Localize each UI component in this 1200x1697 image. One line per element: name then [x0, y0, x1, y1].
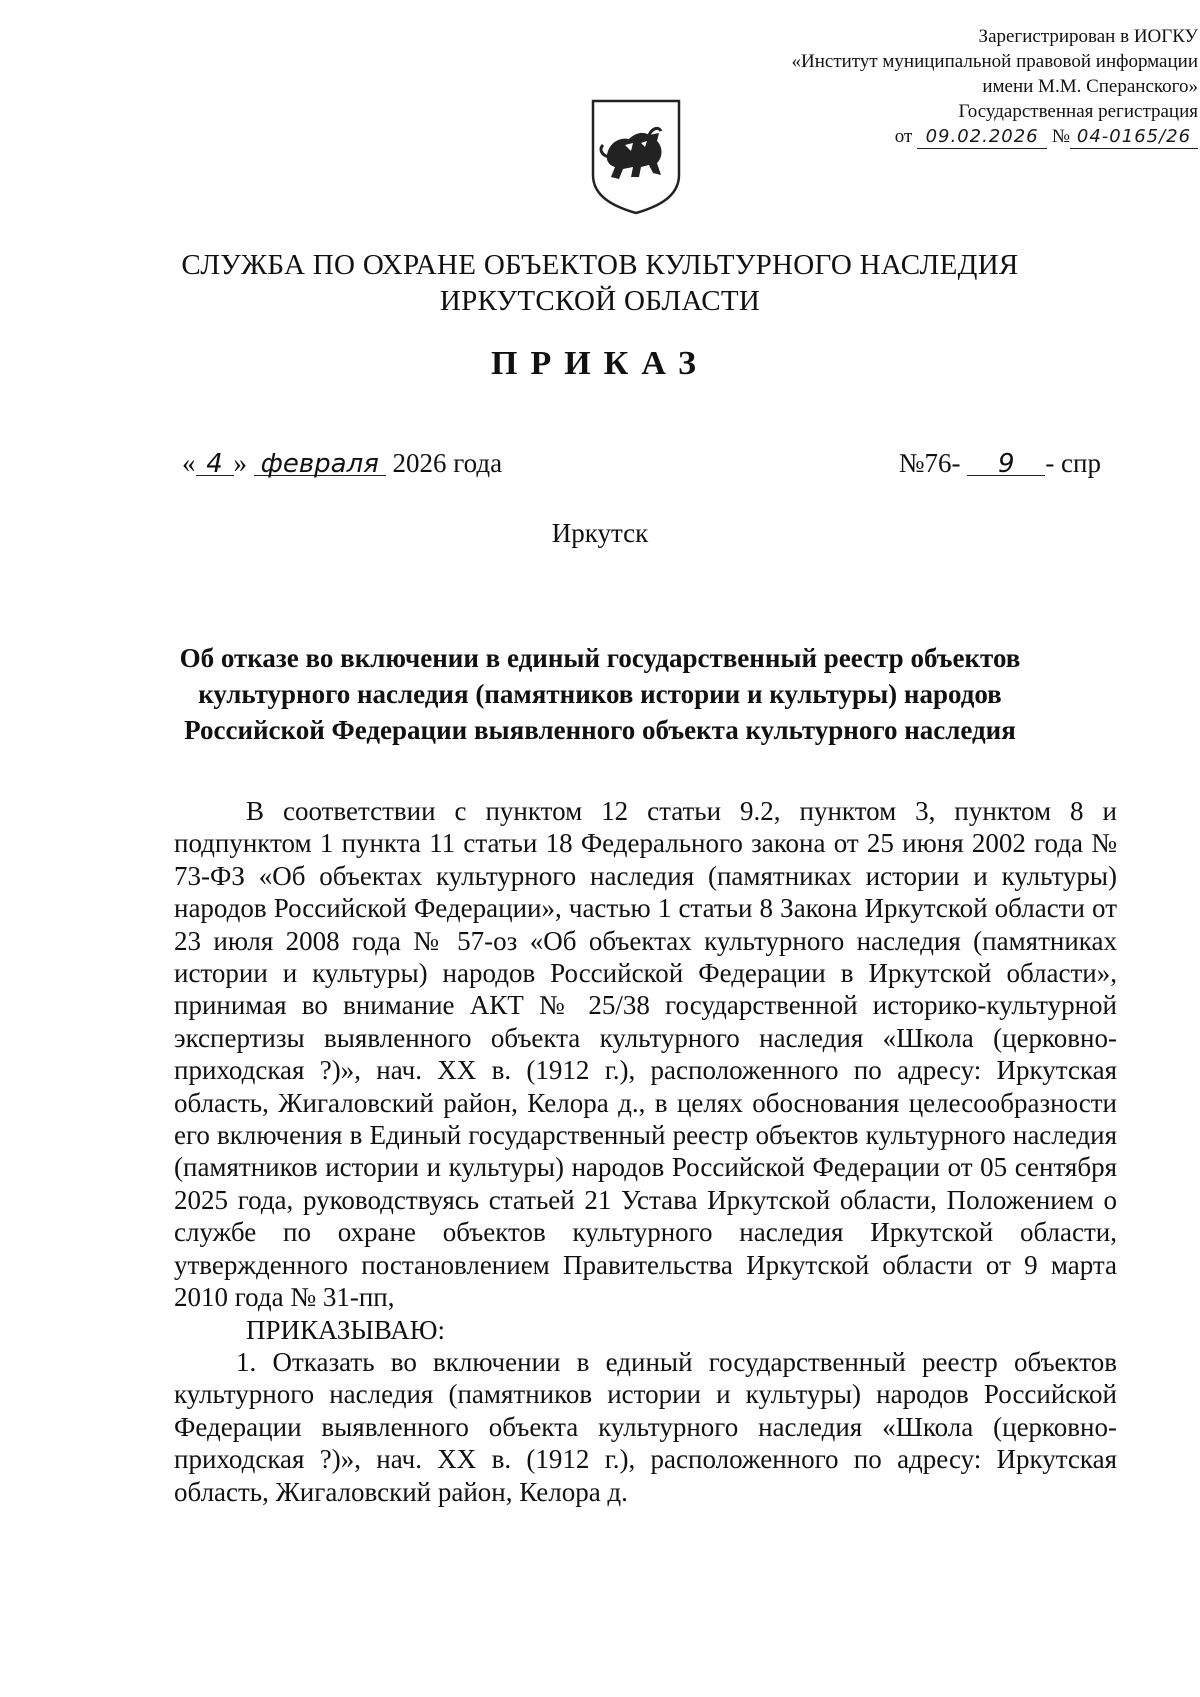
registration-stamp [780, 24, 1200, 149]
coat-of-arms-icon [587, 97, 685, 215]
stamp-reg-line [780, 124, 1200, 149]
order-number-prefix: №76- [898, 448, 961, 478]
stamp-line-3: имени М.М. Сперанского» [982, 76, 1198, 97]
agency-name [0, 247, 1200, 319]
agency-line-1: СЛУЖБА ПО ОХРАНЕ ОБЪЕКТОВ КУЛЬТУРНОГО НАСЛЕДИЯ [181, 249, 1019, 281]
preamble-paragraph: В соответствии с пунктом 12 статьи 9.2, пунктом 3, пунктом 8 и подпунктом 1 пункта 11 статьи 18 Федерального закона от 25 июня 2002 года № 73-ФЗ «Об объектах культурного наследия (памятниках истории и культуры) народов Российской Федерации», частью 1 статьи 8 Закона Иркутской области от 23 июля 2008 года № 57-оз «Об объектах культурного наследия (памятниках истории и культуры) народов Российской Федерации в Иркутской области», принимая во внимание АКТ № 25/38 государственной историко-культурной экспертизы выявленного объекта культурного наследия «Школа (церковно-приходская ?)», нач. XX в. (1912 г.), расположенного по адресу: Иркутская область, Жигаловский район, Келора д., в целях обоснования целесообразности его включения в Единый государственный реестр объектов культурного наследия (памятников истории и культуры) народов Российской Федерации от 05 сентября 2025 года, руководствуясь статьей 21 Устава Иркутской области, Положением о службе по охране объектов культурного наследия Иркутской области, утвержденного постановлением Правительства Иркутской области от 9 марта 2010 года № 31-пп, [174, 796, 1117, 1313]
order-city: Иркутск [551, 518, 649, 548]
order-number-suffix: - спр [1045, 448, 1101, 478]
date-quote-open: « [182, 448, 196, 478]
order-word: ПРИКАЗЫВАЮ: [246, 1314, 445, 1345]
subject-line-2: культурного наследия (памятников истории и культуры) народов [198, 679, 1002, 709]
stamp-reg-date: 09.02.2026 [917, 126, 1047, 149]
order-number-value: 9 [967, 453, 1045, 476]
order-date [182, 448, 502, 479]
order-year: 2026 года [392, 448, 503, 478]
order-month: февраля [254, 453, 386, 476]
order-body [174, 795, 1117, 1508]
stamp-from-label: от [894, 126, 913, 147]
order-subject [150, 640, 1050, 748]
document-type-title: ПРИКАЗ [491, 345, 709, 382]
subject-line-1: Об отказе во включении в единый государственный реестр объектов [179, 643, 1021, 673]
subject-line-3: Российской Федерации выявленного объекта культурного наследия [184, 715, 1016, 745]
order-number [899, 448, 1101, 479]
date-quote-close: » [233, 448, 247, 478]
order-item-1: 1. Отказать во включении в единый государственный реестр объектов культурного наследия (памятников истории и культуры) народов Российской Федерации выявленного объекта культурного наследия «Школа (церковно-приходская ?)», нач. XX в. (1912 г.), расположенного по адресу: Иркутская область, Жигаловский район, Келора д. [174, 1346, 1117, 1507]
stamp-line-1: Зарегистрирован в ИОГКУ [978, 26, 1198, 47]
stamp-line-4: Государственная регистрация [958, 101, 1198, 122]
stamp-reg-number: 04-0165/26 [1070, 126, 1198, 149]
agency-line-2: ИРКУТСКОЙ ОБЛАСТИ [439, 285, 761, 317]
stamp-no-label: № [1051, 126, 1070, 147]
order-day: 4 [196, 453, 234, 476]
stamp-line-2: «Институт муниципальной правовой информации [791, 51, 1198, 72]
